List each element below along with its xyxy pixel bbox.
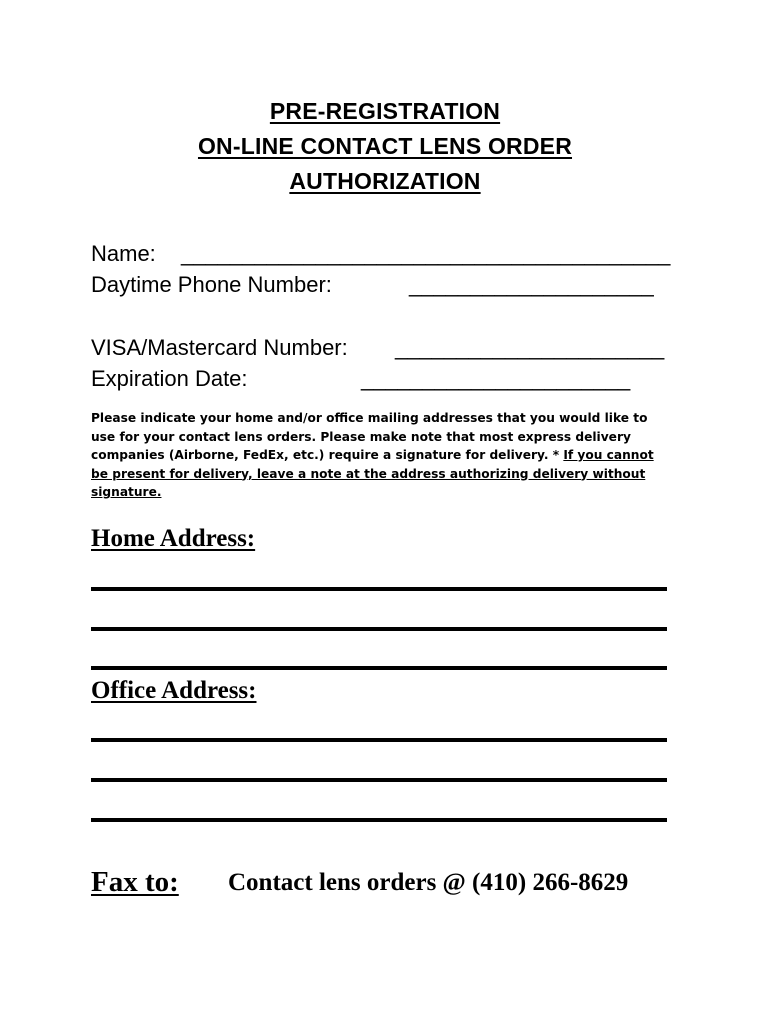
card-label: VISA/Mastercard Number: — [91, 335, 348, 360]
phone-field — [91, 272, 654, 298]
form-title — [0, 94, 770, 199]
card-blank[interactable]: ______________________ — [395, 335, 665, 360]
title-line-3: AUTHORIZATION — [289, 168, 481, 194]
phone-blank[interactable]: ____________________ — [409, 272, 654, 297]
expiration-label: Expiration Date: — [91, 366, 248, 391]
notice-text: Please indicate your home and/or office mailing addresses that you would like to use for your contact lens orders. Please make note that most express delivery companies (Airborne, FedEx, etc.) require a signature for delivery. * — [91, 411, 648, 462]
home-address-heading: Home Address: — [91, 525, 256, 552]
home-address-line-2[interactable] — [91, 627, 667, 631]
title-line-1: PRE-REGISTRATION — [269, 98, 501, 124]
notice-underlined-text: If you cannot be present for delivery, leave a note at the address authorizing delivery without signature. — [91, 448, 654, 499]
office-address-heading: Office Address: — [91, 677, 257, 704]
expiration-field — [91, 366, 631, 392]
phone-label: Daytime Phone Number: — [91, 272, 332, 297]
home-address-line-3[interactable] — [91, 666, 667, 670]
fax-number-text: Contact lens orders @ (410) 266-8629 — [228, 869, 629, 896]
office-address-line-2[interactable] — [91, 778, 667, 782]
expiration-blank[interactable]: ______________________ — [361, 366, 631, 391]
fax-label: Fax to: — [91, 866, 179, 898]
title-line-2: ON-LINE CONTACT LENS ORDER — [197, 133, 573, 159]
name-blank[interactable]: ________________________________________ — [181, 241, 671, 266]
card-field — [91, 335, 665, 361]
home-address-line-1[interactable] — [91, 587, 667, 591]
name-label: Name: — [91, 241, 156, 266]
delivery-notice — [91, 409, 671, 502]
office-address-line-3[interactable] — [91, 818, 667, 822]
name-field — [91, 241, 671, 267]
office-address-line-1[interactable] — [91, 738, 667, 742]
